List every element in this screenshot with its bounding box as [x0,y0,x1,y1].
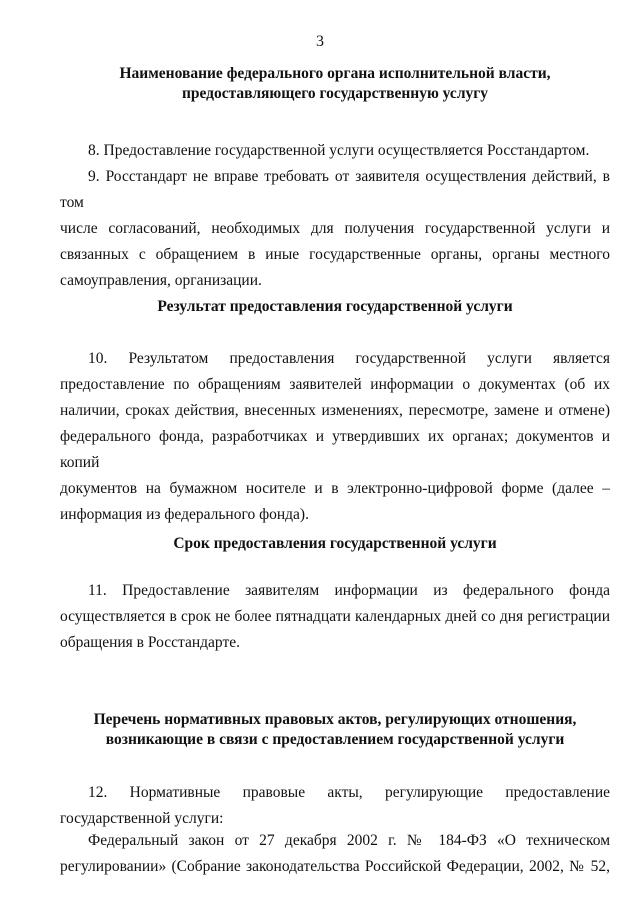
paragraph-9 [60,164,610,294]
heading-line: Срок предоставления государственной услуги [173,535,497,552]
paragraph-8 [60,138,610,164]
heading-line: Перечень нормативных правовых актов, регулирующих отношения, [93,711,577,728]
paragraph-line: государственной услуги: [60,810,224,827]
heading-line: возникающие в связи с предоставлением государственной услуги [105,731,565,748]
section-heading-result [60,297,610,317]
paragraph-line: Федеральный закон от 27 декабря 2002 г. № 184-ФЗ «О техническом [88,832,610,849]
heading-line: Результат предоставления государственной услуги [157,298,513,315]
page-number: 3 [316,33,324,50]
paragraph-federal-law [60,828,610,880]
paragraph-line: осуществляется в срок не более пятнадцати календарных дней со дня регистрации [60,608,610,625]
section-heading-legal-acts [60,710,610,750]
section-heading-authority [60,64,610,104]
paragraph-10 [60,346,610,528]
paragraph-line: информация из федерального фонда). [60,506,309,523]
heading-line: Наименование федерального органа исполнительной власти, [119,65,551,82]
paragraph-line: 10. Результатом предоставления государственной услуги является [88,350,610,367]
paragraph-line: 11. Предоставление заявителям информации из федерального фонда [88,582,610,599]
section-heading-term [60,534,610,554]
paragraph-line: самоуправления, организации. [60,272,262,289]
paragraph-11 [60,578,610,656]
paragraph-line: регулировании» (Собрание законодательства Российской Федерации, 2002, № 52, [60,858,610,875]
paragraph-line: документов на бумажном носителе и в электронно-цифровой форме (далее – [60,480,610,497]
paragraph-12 [60,780,610,832]
paragraph-line: 12. Нормативные правовые акты, регулирующие предоставление [88,784,610,801]
paragraph-line: 8. Предоставление государственной услуги осуществляется Росстандартом. [88,142,590,159]
paragraph-line: предоставление по обращениям заявителей информации о документах (об их [60,376,610,393]
paragraph-line: связанных с обращением в иные государственные органы, органы местного [60,246,610,263]
paragraph-line: обращения в Росстандарте. [60,634,240,651]
paragraph-line: числе согласований, необходимых для получения государственной услуги и [60,220,610,237]
paragraph-line: федерального фонда, разработчиках и утвердивших их органах; документов и копий [60,428,610,471]
paragraph-line: наличии, сроках действия, внесенных изменениях, пересмотре, замене и отмене) [60,402,610,419]
heading-line: предоставляющего государственную услугу [181,85,489,102]
paragraph-line: 9. Росстандарт не вправе требовать от заявителя осуществления действий, в том [60,168,610,211]
